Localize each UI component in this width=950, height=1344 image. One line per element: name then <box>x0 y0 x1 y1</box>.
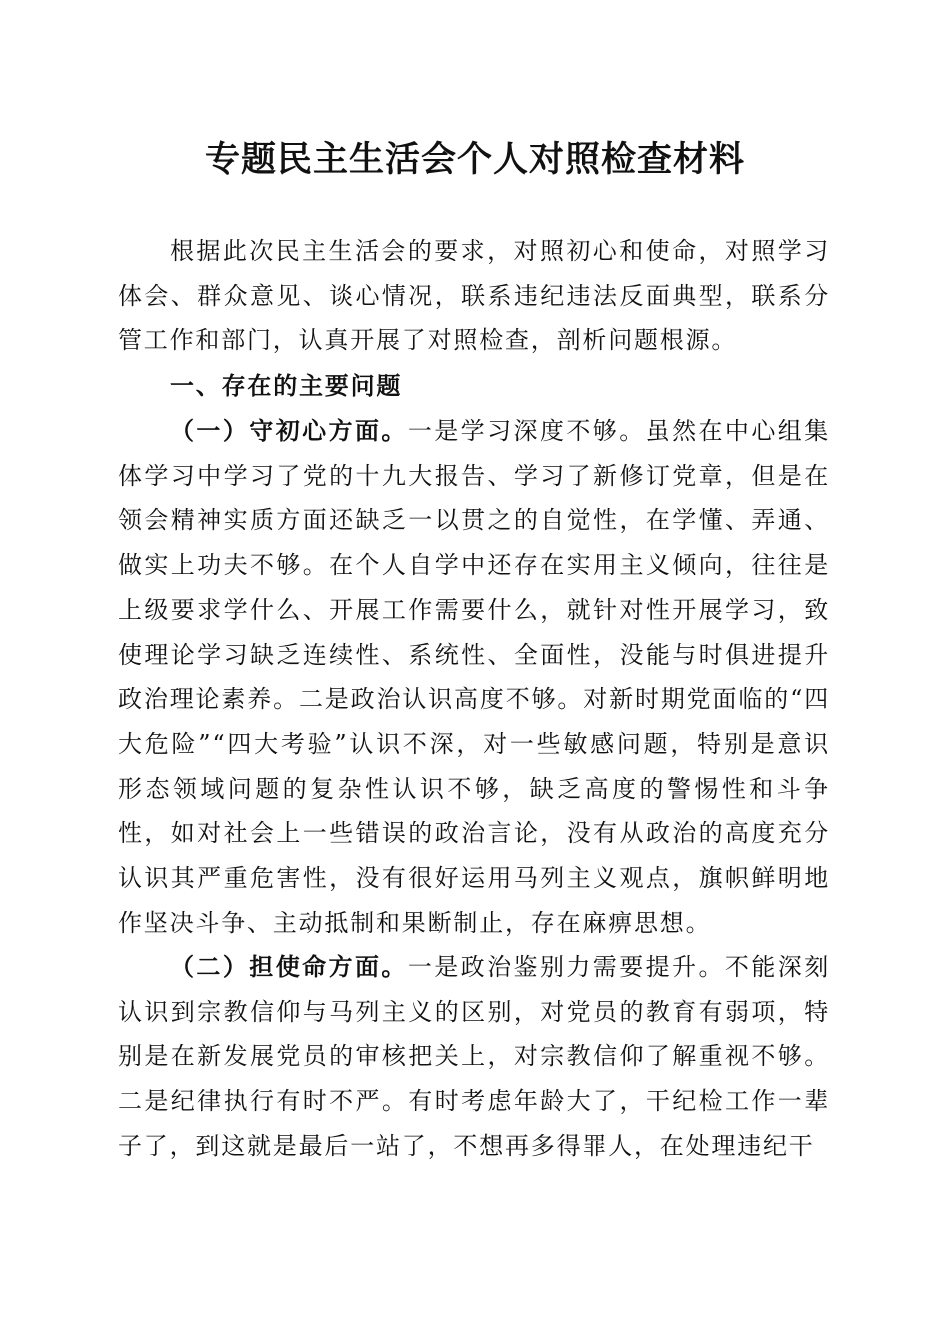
paragraph-shouldering-mission <box>118 945 830 1169</box>
section-heading-main-problems: 一、存在的主要问题 <box>170 372 403 400</box>
intro-paragraph: 根据此次民主生活会的要求，对照初心和使命，对照学习体会、群众意见、谈心情况，联系违纪违法反面典型，联系分管工作和部门，认真开展了对照检查，剖析问题根源。 <box>118 237 830 355</box>
paragraph-keeping-original-aspiration <box>118 409 830 945</box>
document-title: 专题民主生活会个人对照检查材料 <box>204 139 745 180</box>
item-lead-2: （二）担使命方面。 <box>170 952 408 981</box>
item-text-1: 一是学习深度不够。虽然在中心组集体学习中学习了党的十九大报告、学习了新修订党章，但是在领会精神实质方面还缺乏一以贯之的自觉性，在学懂、弄通、做实上功夫不够。在个人自学中还存在实用主义倾向，往往是上级要求学什么、开展工作需要什么，就针对性开展学习，致使理论学习缺乏连续性、系统性、全面性，没能与时俱进提升政治理论素养。二是政治认识高度不够。对新时期党面临的“四大危险”“四大考验”认识不深，对一些敏感问题，特别是意识形态领域问题的复杂性认识不够，缺乏高度的警惕性和斗争性，如对社会上一些错误的政治言论，没有从政治的高度充分认识其严重危害性，没有很好运用马列主义观点，旗帜鲜明地作坚决斗争、主动抵制和果断制止，存在麻痹思想。 <box>118 417 830 937</box>
item-lead-1: （一）守初心方面。 <box>170 416 408 445</box>
item-text-2: 一是政治鉴别力需要提升。不能深刻认识到宗教信仰与马列主义的区别，对党员的教育有弱项，特别是在新发展党员的审核把关上，对宗教信仰了解重视不够。二是纪律执行有时不严。有时考虑年龄大了，干纪检工作一辈子了，到这就是最后一站了，不想再多得罪人，在处理违纪干 <box>118 953 830 1160</box>
